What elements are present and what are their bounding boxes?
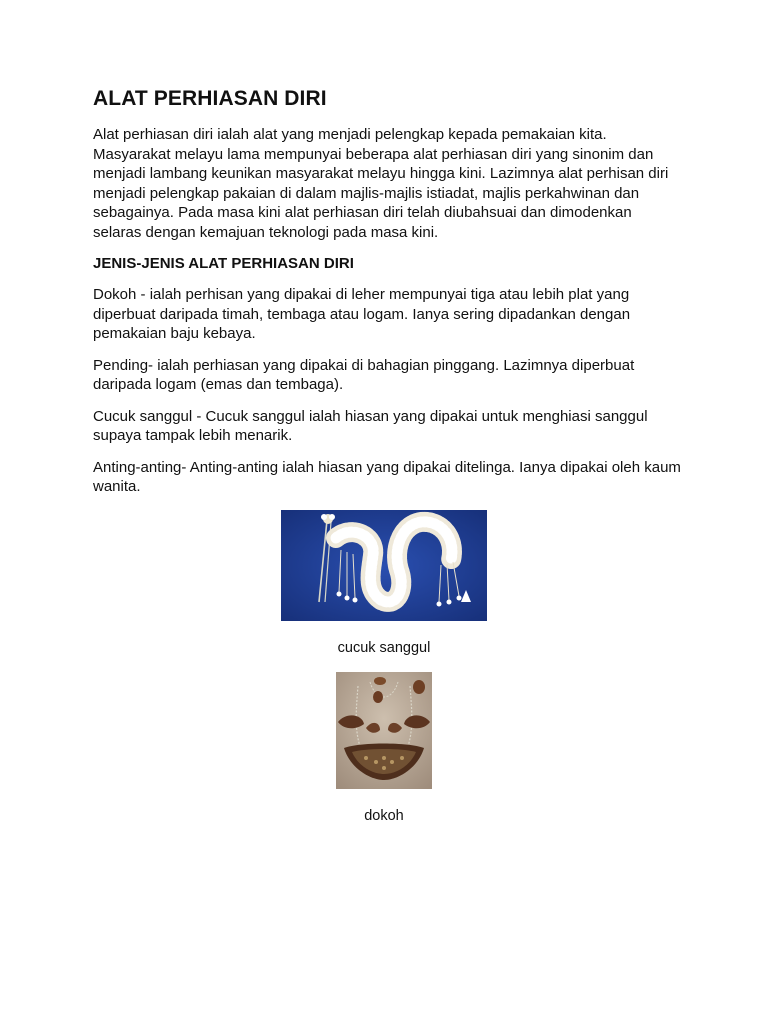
item-dokoh: Dokoh - ialah perhisan yang dipakai di leher mempunyai tiga atau lebih plat yang diperbuat daripada timah, tembaga atau logam. Ianya sering dipadankan dengan pemakaian baju kebaya. [93,286,631,342]
figure-cucuk-sanggul [93,510,675,657]
item-cucuk-sanggul: Cucuk sanggul - Cucuk sanggul ialah hiasan yang dipakai untuk menghiasi sanggul supaya tampak lebih menarik. [93,407,648,444]
dokoh-caption: dokoh [364,807,404,824]
section-heading: JENIS-JENIS ALAT PERHIASAN DIRI [93,255,354,272]
figure-dokoh [93,657,675,825]
document-body [93,86,683,825]
cucuk-sanggul-caption: cucuk sanggul [337,639,431,656]
dokoh-image [336,672,432,789]
cucuk-sanggul-image [281,510,487,621]
intro-paragraph: Alat perhiasan diri ialah alat yang menjadi pelengkap kepada pemakaian kita. Masyarakat melayu lama mempunyai beberapa alat perhiasan diri yang sinonim dan menjadi lambang keunikan masyarakat melayu hingga kini. Lazimnya alat perhisan diri menjadi pelengkap pakaian di dalam majlis-majlis istiadat, majlis perkahwinan dan sebagainya. Pada masa kini alat perhiasan diri telah diubahsuai dan dimodenkan selaras dengan kemajuan teknologi pada masa kini. [93,126,669,241]
page-title: ALAT PERHIASAN DIRI [93,87,327,110]
item-pending: Pending- ialah perhiasan yang dipakai di bahagian pinggang. Lazimnya diperbuat daripada logam (emas dan tembaga). [93,356,635,393]
item-anting-anting: Anting-anting- Anting-anting ialah hiasan yang dipakai ditelinga. Ianya dipakai oleh kaum wanita. [93,458,681,495]
